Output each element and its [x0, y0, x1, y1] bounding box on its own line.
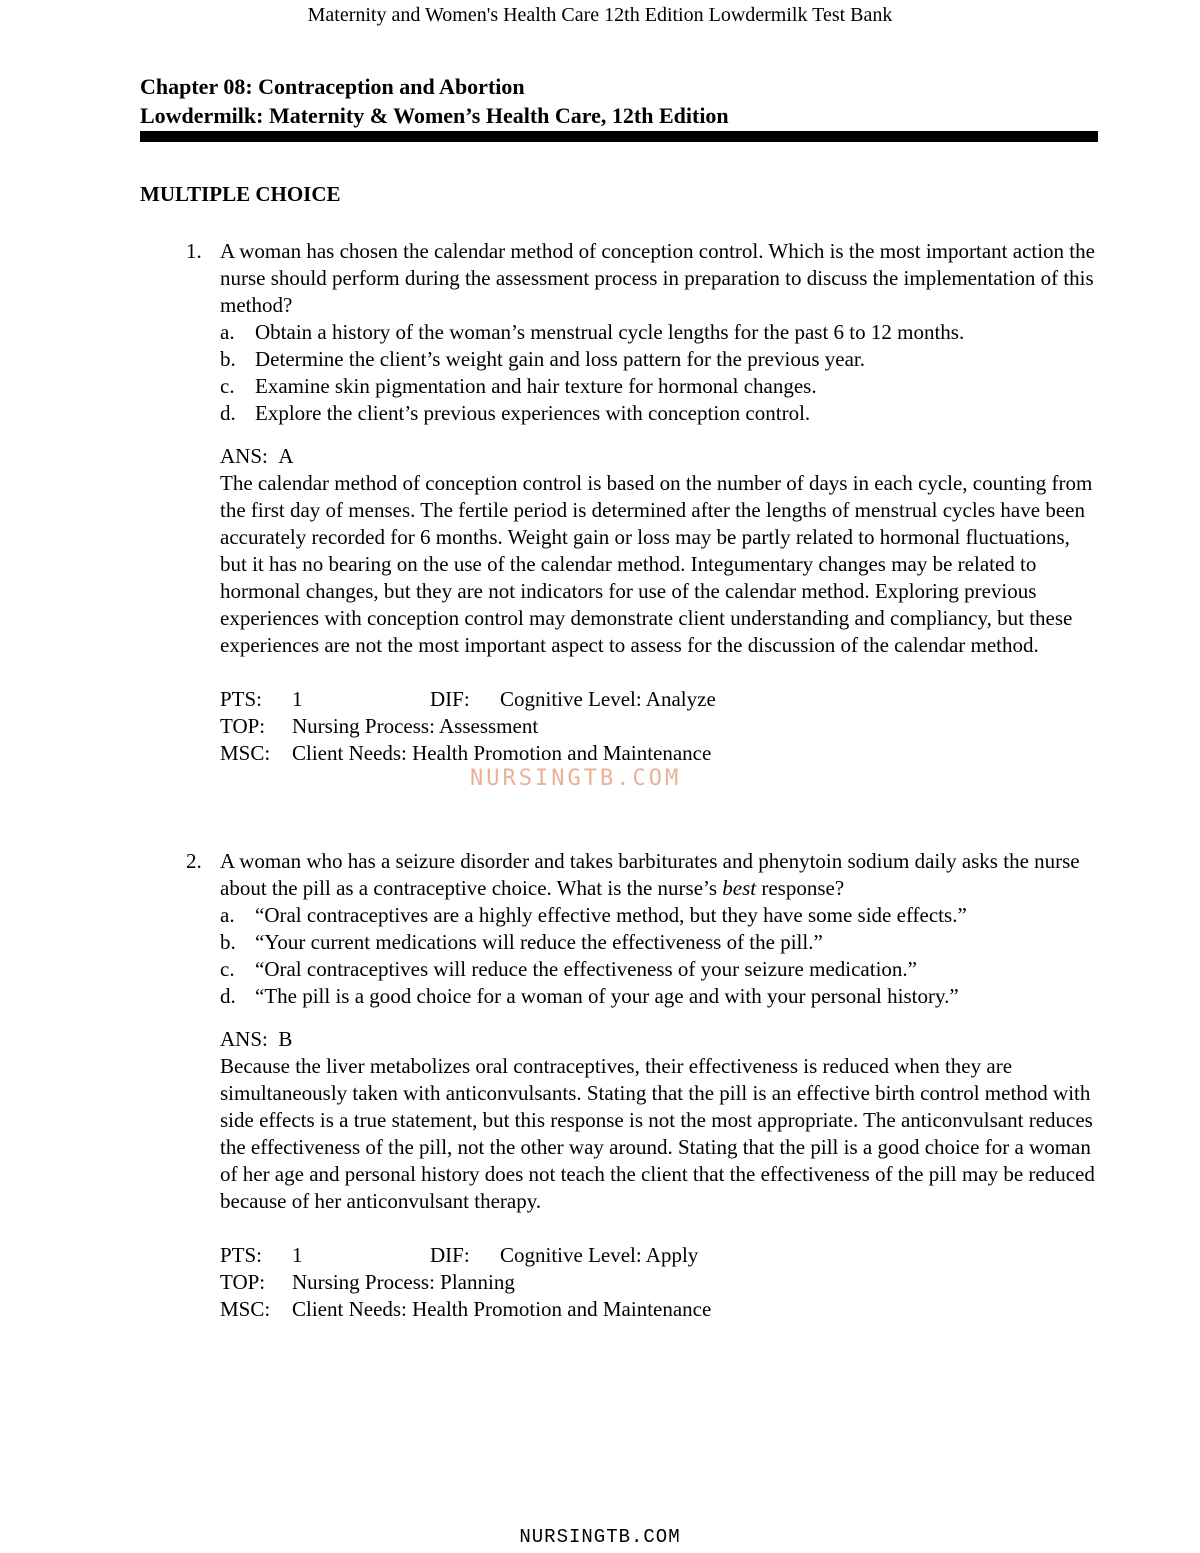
- option-letter: a.: [220, 320, 235, 344]
- option-a: [220, 902, 975, 929]
- section-heading: MULTIPLE CHOICE: [140, 182, 341, 206]
- pts-label: PTS:: [220, 687, 263, 711]
- pts-value: 1: [292, 1243, 303, 1267]
- option-d: [220, 983, 975, 1010]
- msc-label: MSC:: [220, 741, 271, 765]
- top-label: TOP:: [220, 1270, 266, 1294]
- option-letter: c.: [220, 374, 235, 398]
- book-title: Lowdermilk: Maternity & Women’s Health Care, 12th Edition: [140, 103, 729, 128]
- option-letter: c.: [220, 957, 235, 981]
- top-value: Nursing Process: Assessment: [292, 714, 539, 738]
- option-text: Obtain a history of the woman’s menstrual cycle lengths for the past 6 to 12 months.: [255, 320, 965, 344]
- option-text: Examine skin pigmentation and hair texture for hormonal changes.: [255, 374, 817, 398]
- option-letter: d.: [220, 984, 236, 1008]
- question-number: 1.: [186, 239, 202, 263]
- stem-emphasis: best: [722, 876, 757, 900]
- answer-key: B: [278, 1027, 293, 1051]
- option-letter: b.: [220, 930, 236, 954]
- option-b: [220, 929, 975, 956]
- option-text: Determine the client’s weight gain and loss pattern for the previous year.: [255, 347, 865, 371]
- stem-text: A woman who has a seizure disorder and takes barbiturates and phenytoin sodium daily asks the nurse about the pill as a contraceptive choice. What is the nurse’s: [220, 849, 1080, 900]
- question-stem: A woman has chosen the calendar method of conception control. Which is the most important action the nurse should perform during the assessment process in preparation to discuss the implementation of this method?: [220, 239, 1095, 317]
- chapter-title: Chapter 08: Contraception and Abortion: [140, 74, 525, 99]
- question-stem: [220, 848, 1100, 902]
- answer-line: [220, 443, 1100, 470]
- watermark: NURSINGTB.COM: [470, 766, 682, 791]
- dif-label: DIF:: [430, 1243, 470, 1267]
- dif-value: Cognitive Level: Apply: [500, 1243, 699, 1267]
- rationale: The calendar method of conception control is based on the number of days in each cycle, counting from the first day of menses. The fertile period is determined after the lengths of menstrual cycles have been accurately recorded for 6 months. Weight gain or loss may be partly related to hormonal fluctuations, but it has no bearing on the use of the calendar method. Integumentary changes may be related to hormonal changes, but they are not indicators for use of the calendar method. Exploring previous experiences with conception control may demonstrate client understanding and compliancy, but these experiences are not the most important aspect to assess for the discussion of the calendar method.: [220, 471, 1093, 657]
- option-c: [220, 956, 975, 983]
- heading-rule: [140, 131, 1098, 142]
- dif-label: DIF:: [430, 687, 470, 711]
- option-text: “Oral contraceptives are a highly effective method, but they have some side effects.”: [255, 903, 967, 927]
- answer-options: [220, 902, 1100, 1010]
- answer-key: A: [278, 444, 294, 468]
- option-letter: d.: [220, 401, 236, 425]
- pts-label: PTS:: [220, 1243, 263, 1267]
- top-value: Nursing Process: Planning: [292, 1270, 515, 1294]
- answer-label: ANS:: [220, 1027, 268, 1051]
- question-body: [220, 238, 1100, 767]
- option-b: [220, 346, 975, 373]
- answer-line: [220, 1026, 1100, 1053]
- dif-value: Cognitive Level: Analyze: [500, 687, 716, 711]
- option-text: Explore the client’s previous experiences with conception control.: [255, 401, 811, 425]
- option-c: [220, 373, 975, 400]
- question-number: 2.: [186, 849, 202, 873]
- question-metadata: [220, 686, 1100, 767]
- stem-text-end: response?: [756, 876, 845, 900]
- top-label: TOP:: [220, 714, 266, 738]
- answer-options: [220, 319, 1100, 427]
- option-d: [220, 400, 975, 427]
- msc-value: Client Needs: Health Promotion and Maintenance: [292, 1297, 712, 1321]
- msc-label: MSC:: [220, 1297, 271, 1321]
- chapter-heading: [140, 72, 1098, 142]
- question-metadata: [220, 1242, 1100, 1323]
- option-a: [220, 319, 975, 346]
- running-header: Maternity and Women's Health Care 12th Edition Lowdermilk Test Bank: [307, 4, 893, 26]
- option-text: “Your current medications will reduce the effectiveness of the pill.”: [255, 930, 823, 954]
- question-body: [220, 848, 1100, 1323]
- option-text: “The pill is a good choice for a woman of your age and with your personal history.”: [255, 984, 959, 1008]
- page-footer: NURSINGTB.COM: [519, 1526, 681, 1548]
- pts-value: 1: [292, 687, 303, 711]
- answer-label: ANS:: [220, 444, 268, 468]
- option-text: “Oral contraceptives will reduce the effectiveness of your seizure medication.”: [255, 957, 917, 981]
- rationale: Because the liver metabolizes oral contraceptives, their effectiveness is reduced when they are simultaneously taken with anticonvulsants. Stating that the pill is an effective birth control method with side effects is a true statement, but this response is not the most appropriate. The anticonvulsant reduces the effectiveness of the pill, not the other way around. Stating that the pill is a good choice for a woman of her age and personal history does not teach the client that the effectiveness of the pill may be reduced because of her anticonvulsant therapy.: [220, 1054, 1095, 1213]
- option-letter: a.: [220, 903, 235, 927]
- option-letter: b.: [220, 347, 236, 371]
- msc-value: Client Needs: Health Promotion and Maintenance: [292, 741, 712, 765]
